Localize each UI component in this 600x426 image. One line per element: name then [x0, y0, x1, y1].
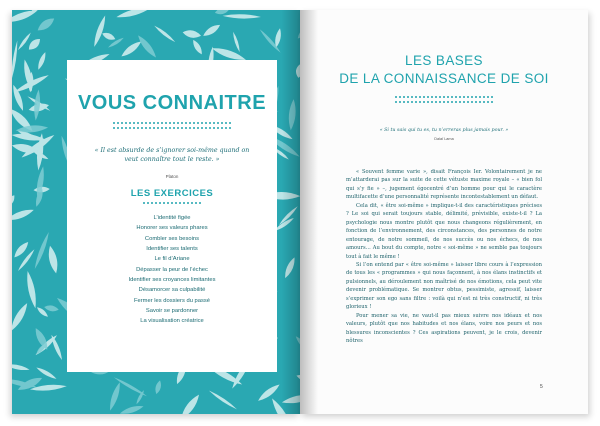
epigraph-author: Platon — [165, 174, 179, 179]
exercise-item: Savoir se pardonner — [145, 308, 199, 315]
paragraph: « Souvent femme varie », disait François Ier. Volontairement je ne m’attarderai pas sur la suite de cette vétuste maxime royale – « bien fol qui s’y fie » –, jugement égocentré d’un homme pour qui le caractère multifacette d’une personnalité représente incontestablement un défaut. — [346, 169, 542, 201]
exercise-item: Combler ses besoins — [144, 235, 200, 242]
page-number: 5 — [540, 384, 543, 390]
epigraph-quote: « Il est absurde de s’ignorer soi-même quand on veut connaître tout le reste. » — [94, 147, 250, 163]
dotted-divider-bottom — [394, 101, 494, 103]
section-title-line-2: DE LA CONNAISSANCE DE SOI — [339, 71, 549, 86]
exercises-list — [67, 213, 277, 327]
exercise-item: Identifier ses talents — [146, 246, 198, 253]
section-title — [300, 52, 588, 88]
dotted-divider-top — [112, 122, 232, 124]
paragraph: Si l’on entend par « être soi-même » laisser libre cours à l’expression de tous les « programmes » qui nous façonnent, à nos élans instinctifs et pulsionnels, au déroulement non maîtrisé de nos émotions, cela peut vite devenir problématique. Se montrer obtus, pessimiste, agressif, laisser s’exprimer son ego sans filtre : voilà qui n’est ni très constructif, ni très glorieux ! — [346, 261, 542, 311]
paragraph: Cela dit, « être soi-même » implique-t-il des caractéristiques précises ? Le soi qui serait toujours stable, délimité, prévisible, existe-t-il ? La psychologie nous montre plutôt que nous changeons régulièrement, en fonction de l’environnement, des circonstances, des personnes de notre entourage, de notre sommeil, de nos succès ou nos échecs, de nos amours… Au bout du compte, notre « soi-même » ne semble pas toujours tout à fait le même ! — [346, 202, 542, 260]
exercise-item: La visualisation créatrice — [140, 318, 204, 325]
right-page — [300, 10, 588, 414]
exercises-divider — [142, 202, 202, 204]
open-book — [12, 10, 588, 416]
exercise-item: Identifier ses croyances limitantes — [128, 277, 216, 284]
exercise-item: Le fil d’Ariane — [154, 256, 190, 263]
exercise-item: Désamorcer sa culpabilité — [138, 287, 206, 294]
exercise-item: L’identité figée — [153, 215, 191, 221]
left-page — [12, 10, 300, 414]
exercise-item: Fermer les dossiers du passé — [133, 297, 211, 304]
exercise-item: Honorer ses valeurs phares — [136, 225, 208, 232]
section-title-line-1: LES BASES — [405, 53, 483, 68]
dotted-divider-bottom — [112, 127, 232, 129]
chapter-title: VOUS CONNAITRE — [77, 92, 267, 114]
epigraph-author: Dalaï Lama — [434, 137, 454, 141]
body-text — [346, 168, 542, 346]
dotted-divider-top — [394, 96, 494, 98]
exercises-heading: LES EXERCICES — [130, 188, 214, 199]
exercise-item: Dépasser la peur de l’échec — [136, 266, 208, 273]
chapter-intro-panel — [67, 60, 277, 372]
epigraph-quote: « Si tu sais qui tu es, tu n’erreras plus jamais pour. » — [379, 128, 509, 133]
paragraph: Pour mener sa vie, ne vaut-il pas mieux suivre nos idéaux et nos valeurs, plutôt que nos habitudes et nos élans, voire nos peurs et nos blessures inconscientes ? Ces aspirations peuvent, je le crois, devenir nôtres — [346, 312, 542, 345]
